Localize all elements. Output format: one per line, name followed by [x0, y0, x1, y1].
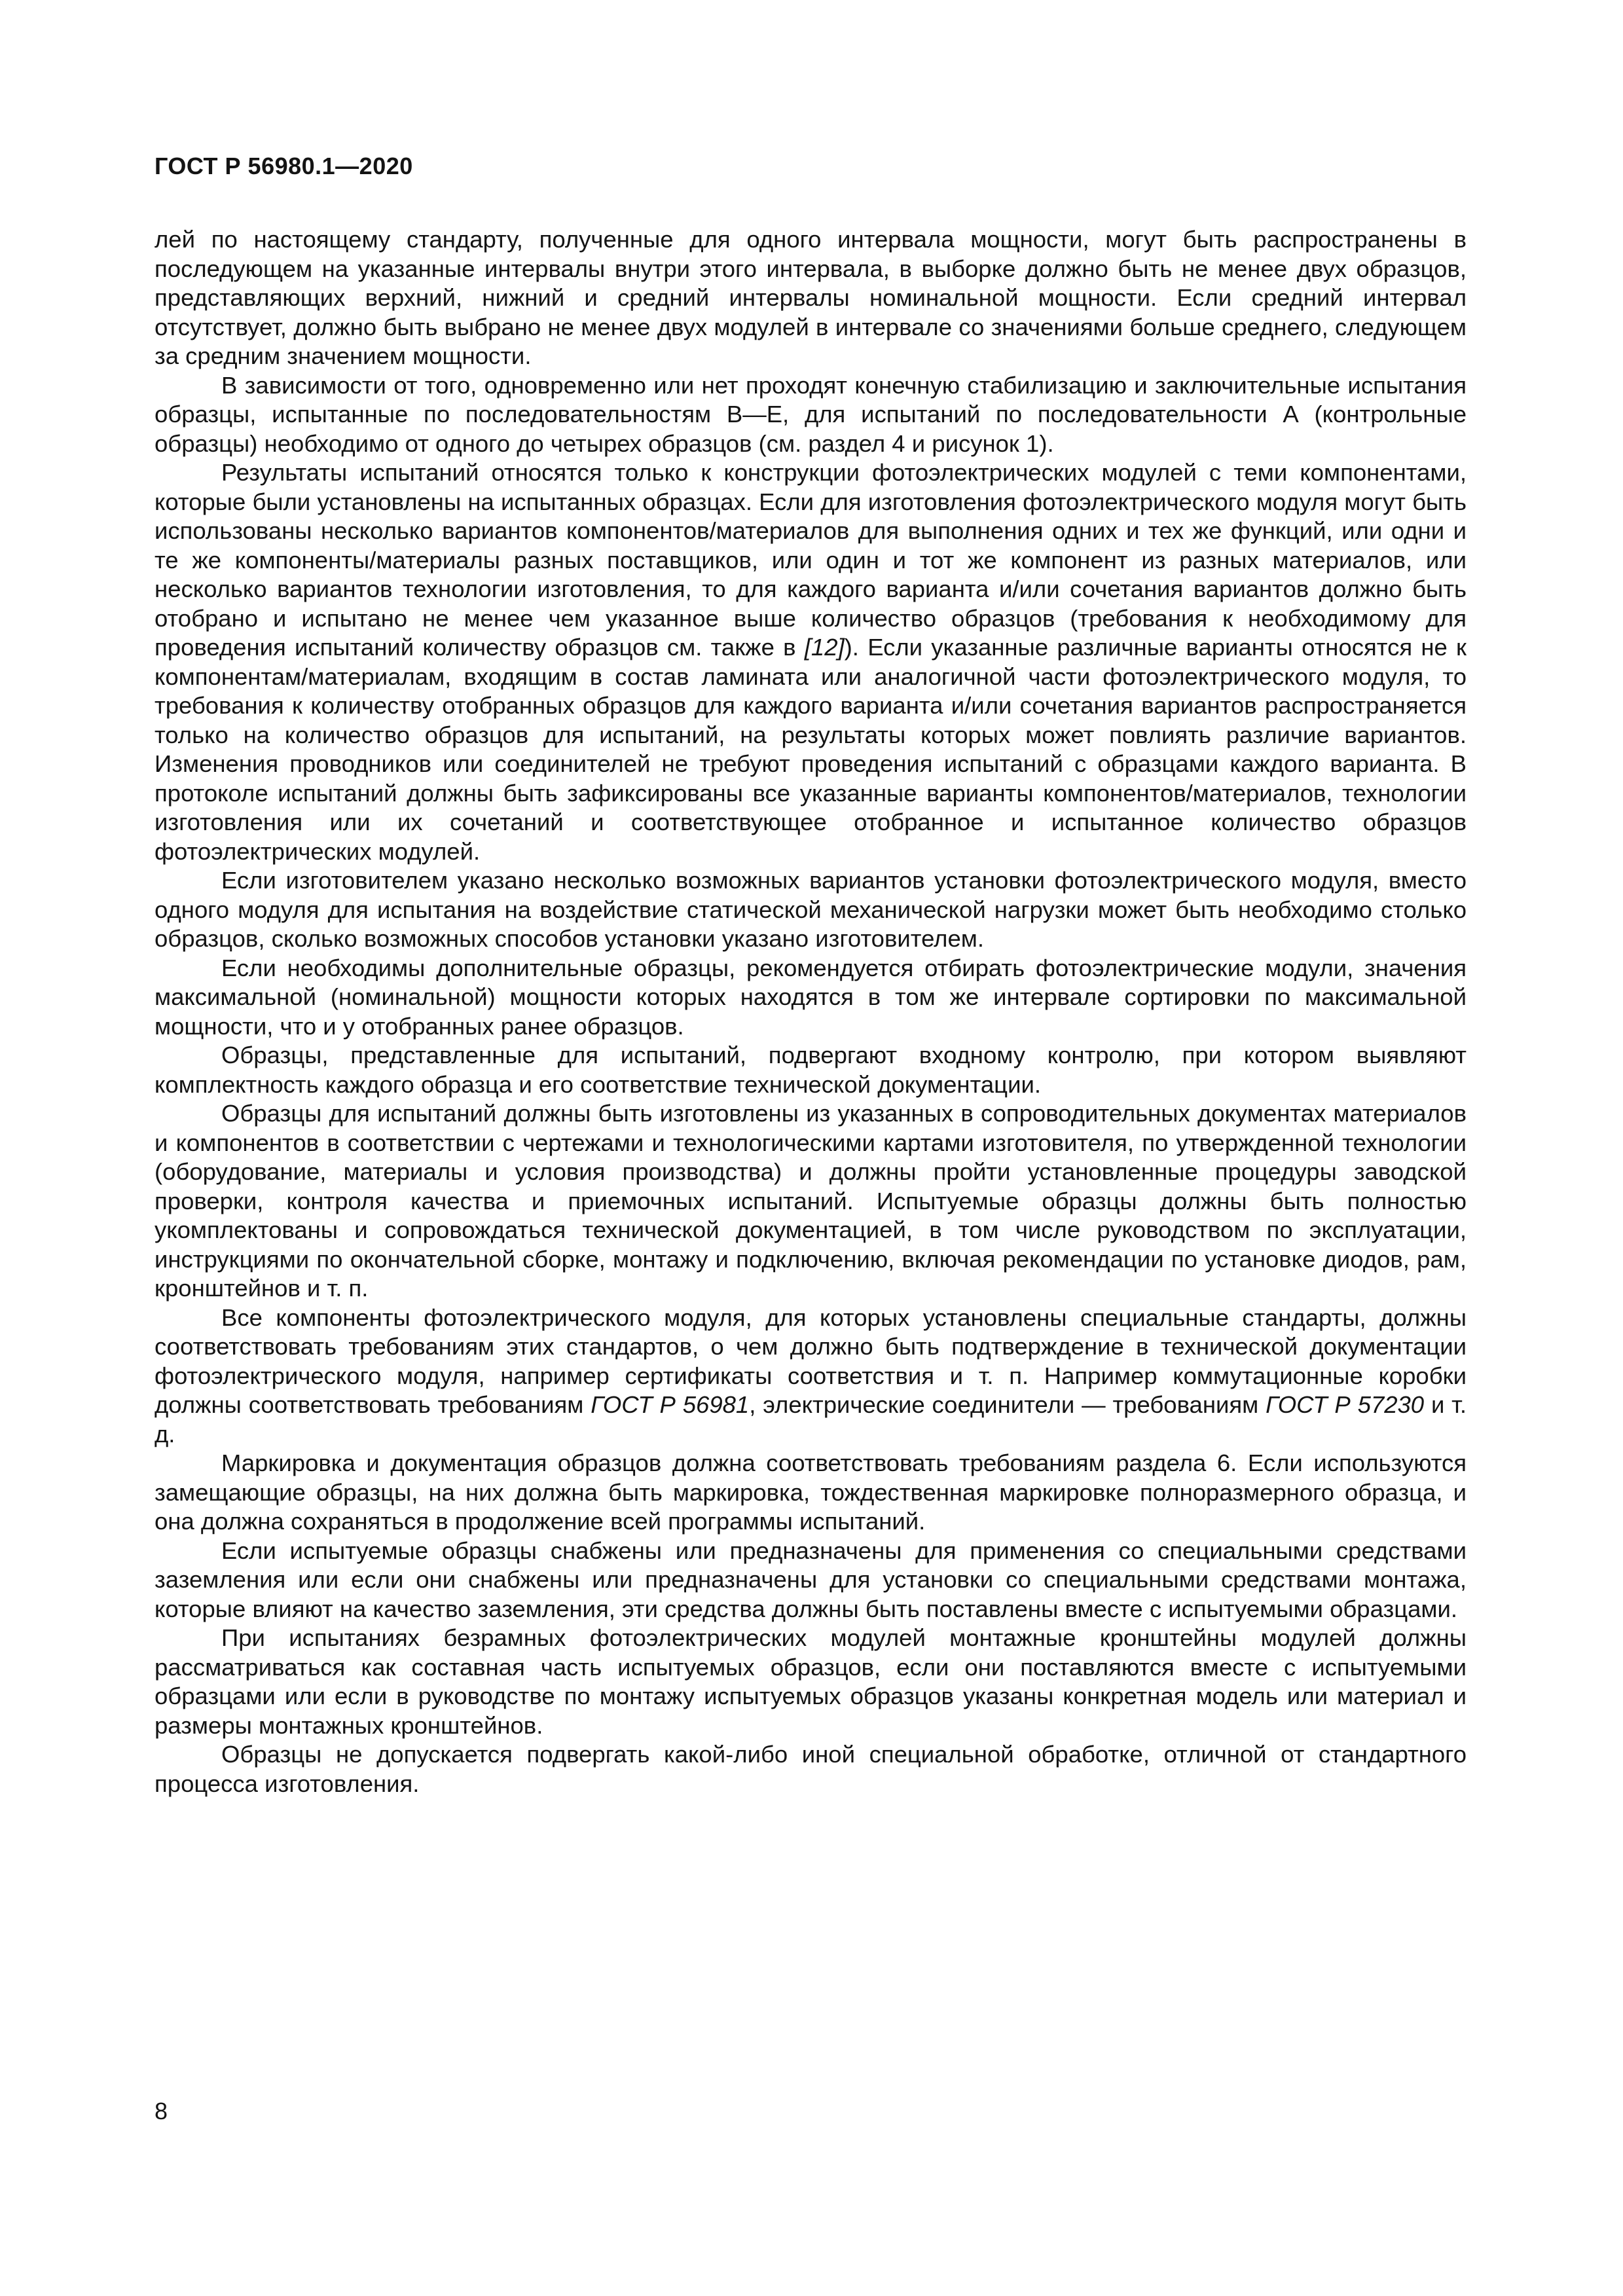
paragraph-manufacturing: Образцы для испытаний должны быть изготовлены из указанных в сопроводительных документах материалов и компонентов в соответствии с чертежами и технологическими картами изготовителя, по утвержденной технологии (оборудование, материалы и условия производства) и должны пройти установленные процедуры заводской проверки, контроля качества и приемочных испытаний. Испытуемые образцы должны быть полностью укомплектованы и сопровождаться технической документацией, в том числе руководством по эксплуатации, инструкциями по окончательной сборке, монтажу и подключению, включая рекомендации по установке диодов, рам, кронштейнов и т. п.	[155, 1100, 1467, 1302]
reference-gost-56981: ГОСТ Р 56981	[591, 1391, 750, 1418]
paragraph-grounding: Если испытуемые образцы снабжены или предназначены для применения со специальными средствами заземления или если они снабжены или предназначены для установки со специальными средствами монтажа, которые влияют на качество заземления, эти средства должны быть поставлены вместе с испытуемыми образцами.	[155, 1537, 1467, 1622]
paragraph-stabilization: В зависимости от того, одновременно или нет проходят конечную стабилизацию и заключительные испытания образцы, испытанные по последовательностям В—Е, для испытаний по последовательности А (контрольные образцы) необходимо от одного до четырех образцов (см. раздел 4 и рисунок 1).	[155, 371, 1467, 457]
paragraph-additional-samples: Если необходимы дополнительные образцы, рекомендуется отбирать фотоэлектрические модули, значения максимальной (номинальной) мощности которых находятся в том же интервале сортировки по максимальной мощности, что и у отобранных ранее образцов.	[155, 954, 1467, 1040]
page-number: 8	[155, 2098, 168, 2124]
paragraph-test-results	[155, 458, 1467, 866]
paragraph-frameless: При испытаниях безрамных фотоэлектрических модулей монтажные кронштейны модулей должны рассматриваться как составная часть испытуемых образцов, если они поставляются вместе с испытуемыми образцами или если в руководстве по монтажу испытуемых образцов указаны конкретная модель или материал и размеры монтажных кронштейнов.	[155, 1624, 1467, 1739]
reference-gost-57230: ГОСТ Р 57230	[1266, 1391, 1425, 1418]
paragraph-continuation: лей по настоящему стандарту, полученные для одного интервала мощности, могут быть распространены в последующем на указанные интервалы внутри этого интервала, в выборке должно быть не менее двух образцов, представляющих верхний, нижний и средний интервалы номинальной мощности. Если средний интервал отсутствует, должно быть выбрано не менее двух модулей в интервале со значениями больше среднего, следующем за средним значением мощности.	[155, 226, 1467, 369]
reference-12: [12]	[804, 634, 845, 661]
paragraph-mounting-variants: Если изготовителем указано несколько возможных вариантов установки фотоэлектрического модуля, вместо одного модуля для испытания на воздействие статической механической нагрузки может быть необходимо столько образцов, сколько возможных способов установки указано изготовителем.	[155, 867, 1467, 952]
paragraph-components-text-b: , электрические соединители — требованиям	[749, 1391, 1266, 1418]
paragraph-no-special-treatment: Образцы не допускается подвергать какой-либо иной специальной обработке, отличной от стандартного процесса изготовления.	[155, 1741, 1467, 1797]
paragraph-components	[155, 1303, 1467, 1449]
paragraph-components-text-a: Все компоненты фотоэлектрического модуля, для которых установлены специальные стандарты, должны соответствовать требованиям этих стандартов, о чем должно быть подтверждение в технической документации фотоэлектрического модуля, например сертификаты соответствия и т. п. Например коммутационные коробки должны соответствовать требованиям	[155, 1303, 1467, 1418]
document-header: ГОСТ Р 56980.1—2020	[155, 153, 413, 179]
document-body	[155, 225, 1467, 1798]
paragraph-test-results-text-b: ). Если указанные различные варианты относятся не к компонентам/материалам, входящим в состав ламината или аналогичной части фотоэлектрического модуля, то требования к количеству отобранных образцов для каждого варианта и/или сочетания вариантов распространяется только на количество образцов для испытаний, на результаты которых может повлиять различие вариантов. Изменения проводников или соединителей не требуют проведения испытаний с образцами каждого варианта. В протоколе испытаний должны быть зафиксированы все указанные варианты компонентов/материалов, технологии изготовления или их сочетаний и соответствующее отобранное и испытанное количество образцов фотоэлектрических модулей.	[155, 634, 1467, 865]
paragraph-incoming-inspection: Образцы, представленные для испытаний, подвергают входному контролю, при котором выявляют комплектность каждого образца и его соответствие технической документации.	[155, 1042, 1467, 1098]
paragraph-test-results-text-a: Результаты испытаний относятся только к конструкции фотоэлектрических модулей с теми компонентами, которые были установлены на испытанных образцах. Если для изготовления фотоэлектрического модуля могут быть использованы несколько вариантов компонентов/материалов для выполнения одних и тех же функций, или одни и те же компоненты/материалы разных поставщиков, или один и тот же компонент из разных материалов, или несколько вариантов технологии изготовления, то для каждого варианта и/или сочетания вариантов должно быть отобрано и испытано не менее чем указанное выше количество образцов (требования к необходимому для проведения испытаний количеству образцов см. также в	[155, 459, 1467, 661]
paragraph-components-text-c: и т. д.	[155, 1391, 1467, 1448]
paragraph-marking: Маркировка и документация образцов должна соответствовать требованиям раздела 6. Если используются замещающие образцы, на них должна быть маркировка, тождественная маркировке полноразмерного образца, и она должна сохраняться в продолжение всей программы испытаний.	[155, 1449, 1467, 1535]
